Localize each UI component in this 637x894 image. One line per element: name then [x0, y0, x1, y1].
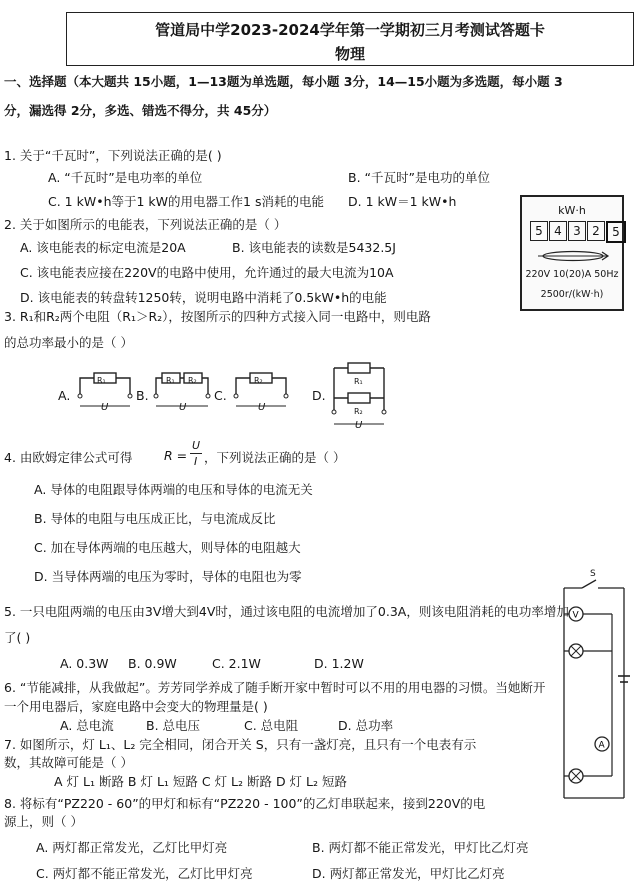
q4-formula-r: R = [164, 448, 188, 463]
page-title: 管道局中学2023-2024学年第一学期初三月考测试答题卡 [155, 21, 545, 39]
q5-stem: 5. 一只电阻两端的电压由3V增大到4V时，通过该电阻的电流增加了0.3A，则该电阻消耗的电功率增加 [4, 604, 569, 619]
q1-option-b: B. “千瓦时”是电功的单位 [348, 170, 490, 185]
q3-stem: 3. R₁和R₂两个电阻（R₁＞R₂），按图所示的四种方式接入同一电路中，则电路 [4, 309, 431, 324]
q5-option-d: D. 1.2W [314, 656, 364, 671]
meter-digit: 5 [530, 221, 548, 241]
q8-option-a: A. 两灯都正常发光，乙灯比甲灯亮 [36, 840, 228, 855]
header-box [66, 12, 634, 66]
q8-option-b: B. 两灯都不能正常发光，甲灯比乙灯亮 [312, 840, 529, 855]
section-heading: 一、选择题（本大题共 15小题，1—13题为单选题，每小题 3分，14—15小题为多选题，每小题 3 [4, 74, 563, 89]
q2-option-b: B. 该电能表的读数是5432.5J [232, 240, 396, 255]
q4-stem-tail: ，下列说法正确的是（ ） [204, 450, 346, 465]
energy-meter-figure [520, 195, 624, 311]
q6-option-d: D. 总功率 [338, 718, 394, 733]
q4-formula-denominator: I [194, 455, 198, 468]
circuit-b-r1-label: R₁ [166, 376, 175, 385]
q3-label-d: D. [312, 388, 326, 403]
q6-option-a: A. 总电流 [60, 718, 114, 733]
q5-stem-cont: 了( ) [4, 630, 31, 645]
q6-option-c: C. 总电阻 [244, 718, 299, 733]
svg-text:V: V [572, 610, 579, 621]
q4-fraction-bar [190, 453, 202, 454]
q3-label-c: C. [214, 388, 227, 403]
meter-digit: 4 [549, 221, 567, 241]
q4-option-c: C. 加在导体两端的电压越大，则导体的电阻越大 [34, 540, 301, 555]
circuit-d-r2-label: R₂ [354, 407, 363, 416]
svg-text:A: A [598, 740, 605, 751]
q8-stem-cont: 源上，则（ ） [4, 814, 83, 829]
circuit-d-r1-label: R₁ [354, 377, 363, 386]
meter-digit: 3 [568, 221, 586, 241]
circuit-a-r1-label: R₁ [97, 376, 106, 385]
q4-stem: 4. 由欧姆定律公式可得 [4, 450, 133, 465]
q6-stem-cont: 一个用电器后，家庭电路中会变大的物理量是( ) [4, 699, 268, 714]
q2-option-d: D. 该电能表的转盘转1250转，说明电路中消耗了0.5kW•h的电能 [20, 290, 387, 305]
meter-rev: 2500r/(kW·h) [540, 289, 604, 300]
q2-stem: 2. 关于如图所示的电能表，下列说法正确的是（ ） [4, 217, 287, 232]
circuit-a-u-label: U [101, 402, 109, 413]
circuit-d-u-label: U [355, 420, 363, 431]
section-heading-cont: 分，漏选得 2分，多选、错选不得分，共 45分） [4, 103, 277, 118]
q5-option-c: C. 2.1W [212, 656, 261, 671]
q2-option-c: C. 该电能表应接在220V的电路中使用，允许通过的最大电流为10A [20, 265, 394, 280]
q5-option-a: A. 0.3W [60, 656, 109, 671]
q4-option-b: B. 导体的电阻与电压成正比，与电流成反比 [34, 511, 276, 526]
q1-option-c: C. 1 kW•h等于1 kW的用电器工作1 s消耗的电能 [48, 194, 324, 209]
q1-option-a: A. “千瓦时”是电功率的单位 [48, 170, 203, 185]
q8-option-c: C. 两灯都不能正常发光，乙灯比甲灯亮 [36, 866, 253, 881]
circuit-c-u-label: U [258, 402, 266, 413]
subject-title: 物理 [334, 45, 365, 63]
q7-stem-cont: 数，其故障可能是（ ） [4, 755, 133, 770]
q5-option-b: B. 0.9W [128, 656, 177, 671]
q3-label-b: B. [136, 388, 149, 403]
q7-circuit-diagram [552, 576, 632, 806]
meter-digit: 5 [606, 221, 626, 243]
meter-spec: 220V 10(20)A 50Hz [525, 269, 619, 280]
q7-switch-label: S [590, 569, 596, 579]
q4-formula-numerator: U [192, 439, 201, 452]
q1-stem: 1. 关于“千瓦时”，下列说法正确的是( ) [4, 148, 222, 163]
meter-unit: kW·h [558, 204, 586, 217]
q4-option-a: A. 导体的电阻跟导体两端的电压和导体的电流无关 [34, 482, 313, 497]
q3-stem-cont: 的总功率最小的是（ ） [4, 335, 133, 350]
q8-stem: 8. 将标有“PZ220 - 60”的甲灯和标有“PZ220 - 100”的乙灯串联起来，接到220V的电 [4, 796, 486, 811]
q6-option-b: B. 总电压 [146, 718, 201, 733]
meter-digit: 2 [587, 221, 605, 241]
q8-option-d: D. 两灯都正常发光，甲灯比乙灯亮 [312, 866, 505, 881]
circuit-b-r2-label: R₂ [188, 376, 197, 385]
q7-options: A 灯 L₁ 断路 B 灯 L₁ 短路 C 灯 L₂ 断路 D 灯 L₂ 短路 [54, 774, 347, 789]
q3-label-a: A. [58, 388, 71, 403]
meter-disc-icon [536, 249, 610, 263]
q6-stem: 6. “节能减排，从我做起”。芳芳同学养成了随手断开家中暂时可以不用的用电器的习惯。当她断开 [4, 680, 546, 695]
q1-option-d: D. 1 kW＝1 kW•h [348, 194, 457, 209]
q2-option-a: A. 该电能表的标定电流是20A [20, 240, 186, 255]
meter-digits [530, 221, 627, 243]
q4-option-d: D. 当导体两端的电压为零时，导体的电阻也为零 [34, 569, 302, 584]
circuit-c-r2-label: R₂ [254, 376, 263, 385]
circuit-b-u-label: U [179, 402, 187, 413]
q7-stem: 7. 如图所示，灯 L₁、L₂ 完全相同，闭合开关 S，只有一盏灯亮，且只有一个电表有示 [4, 737, 477, 752]
